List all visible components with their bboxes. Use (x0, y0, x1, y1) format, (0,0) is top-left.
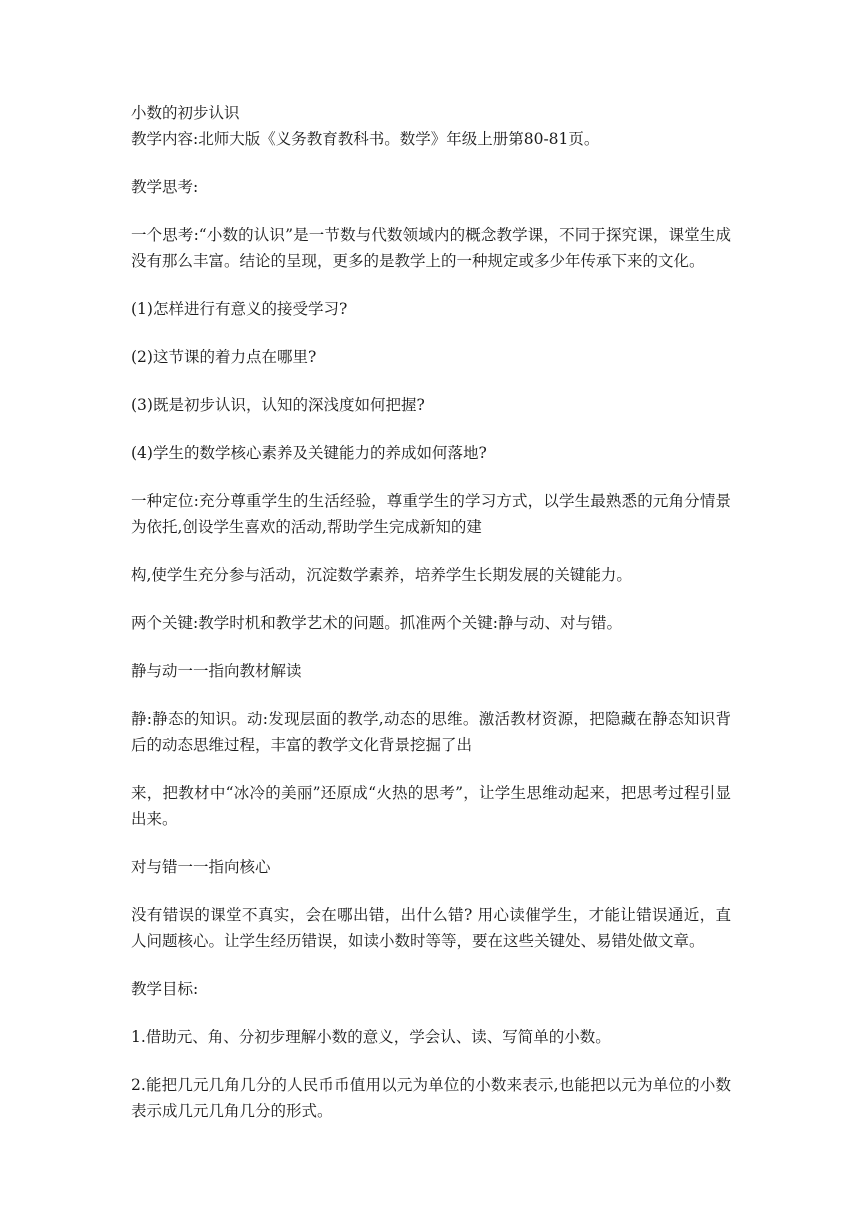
paragraph-one-thought: 一个思考:“小数的认识”是一节数与代数领域内的概念教学课，不同于探究课，课堂生成没有那么丰富。结论的呈现，更多的是教学上的一种规定或多少年传承下来的文化。 (131, 226, 731, 270)
objective-2: 2.能把几元几角几分的人民币币值用以元为单位的小数来表示,也能把以元为单位的小数表示成几元几角几分的形式。 (131, 1076, 731, 1120)
section-heading-thinking: 教学思考: (131, 178, 199, 196)
question-3: (3)既是初步认识，认知的深浅度如何把握? (131, 396, 425, 414)
question-2: (2)这节课的着力点在哪里? (131, 348, 317, 366)
paragraph-two-keys: 两个关键:教学时机和教学艺术的问题。抓准两个关键:静与动、对与错。 (131, 614, 622, 632)
paragraph-positioning: 一种定位:充分尊重学生的生活经验，尊重学生的学习方式，以学生最熟悉的元角分情景为依托,创设学生喜欢的活动,帮助学生完成新知的建 (131, 492, 731, 536)
subheading-static-dynamic: 静与动一一指向教材解读 (131, 662, 302, 680)
document-body (131, 100, 731, 1124)
paragraph-static-dynamic-cont: 来，把教材中“冰冷的美丽”还原成“火热的思考”，让学生思维动起来，把思考过程引显出来。 (131, 784, 731, 828)
document-title: 小数的初步认识 (131, 104, 240, 122)
paragraph-static-dynamic: 静:静态的知识。动:发现层面的教学,动态的思维。激活教材资源，把隐藏在静态知识背后的动态思维过程，丰富的教学文化背景挖掘了出 (131, 710, 731, 754)
paragraph-right-wrong: 没有错误的课堂不真实，会在哪出错，出什么错? 用心读催学生，才能让错误通近，直人问题核心。让学生经历错误，如读小数时等等，要在这些关键处、易错处做文章。 (131, 906, 731, 950)
teaching-content: 教学内容:北师大版《义务教育教科书。数学》年级上册第80-81页。 (131, 130, 600, 148)
paragraph-positioning-cont: 构,使学生充分参与活动，沉淀数学素养，培养学生长期发展的关键能力。 (131, 566, 632, 584)
question-1: (1)怎样进行有意义的接受学习? (131, 300, 348, 318)
subheading-right-wrong: 对与错一一指向核心 (131, 858, 271, 876)
question-4: (4)学生的数学核心素养及关键能力的养成如何落地? (131, 444, 487, 462)
section-heading-objectives: 教学目标: (131, 980, 199, 998)
objective-1: 1.借助元、角、分初步理解小数的意义，学会认、读、写简单的小数。 (131, 1028, 611, 1046)
